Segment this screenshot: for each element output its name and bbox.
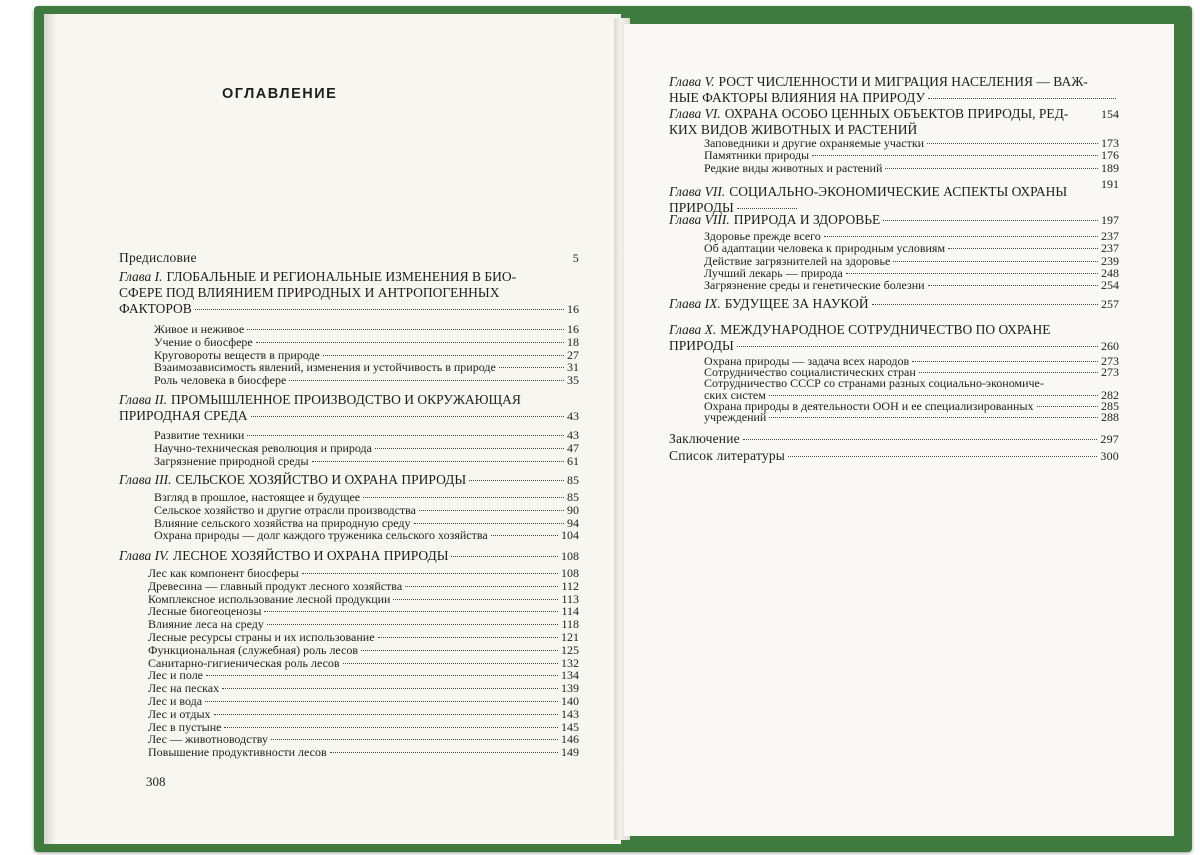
toc-label: Круговороты веществ в природе xyxy=(154,347,320,362)
chapter-prefix: Глава VI. xyxy=(669,106,721,121)
toc-label: Санитарно-гигиеническая роль лесов xyxy=(148,655,340,670)
dot-leader xyxy=(289,380,564,381)
chapter-title-line: ПРИРОДЫ xyxy=(669,200,734,215)
toc-page: 140 xyxy=(561,694,579,708)
toc-label: Лес в пустыне xyxy=(148,719,222,734)
chapter-prefix: Глава I. xyxy=(119,269,163,284)
toc-page: 154 xyxy=(1101,107,1119,121)
chapter-prefix: Глава X. xyxy=(669,322,717,337)
toc-page: 273 xyxy=(1101,365,1119,380)
toc-label: Список литературы xyxy=(669,448,786,463)
chapter-title-line: КИХ ВИДОВ ЖИВОТНЫХ И РАСТЕНИЙ xyxy=(669,122,918,137)
toc-label: Влияние сельского хозяйства на природную среду xyxy=(154,515,411,530)
toc-page: 285 xyxy=(1101,398,1119,413)
toc-page: 16 xyxy=(567,302,579,316)
toc-label: Об адаптации человека к природным условиям xyxy=(704,241,946,256)
toc-page: 248 xyxy=(1101,265,1119,280)
chapter-title-line: ПРИРОДА И ЗДОРОВЬЕ xyxy=(733,212,881,227)
toc-chapter-9[interactable] xyxy=(669,296,1119,312)
toc-page: 121 xyxy=(561,630,579,644)
toc-page: 118 xyxy=(561,617,579,632)
chapter-title-line: СФЕРЕ ПОД ВЛИЯНИЕМ ПРИРОДНЫХ И АНТРОПОГЕННЫХ xyxy=(119,285,500,300)
toc-page: 260 xyxy=(1101,339,1119,353)
toc-page: 114 xyxy=(561,604,579,619)
toc-page: 108 xyxy=(561,549,579,563)
chapter-title-line: РОСТ ЧИСЛЕННОСТИ И МИГРАЦИЯ НАСЕЛЕНИЯ — ВАЖ- xyxy=(718,74,1088,89)
toc-section[interactable] xyxy=(704,410,1119,425)
toc-page: 5 xyxy=(572,251,579,265)
dot-leader xyxy=(769,417,1098,418)
toc-page: 132 xyxy=(561,655,579,670)
toc-page: 113 xyxy=(561,591,579,606)
dot-leader xyxy=(264,611,558,612)
page-title: ОГЛАВЛЕНИЕ xyxy=(222,86,338,102)
toc-section[interactable] xyxy=(148,745,579,760)
toc-chapter-6[interactable] xyxy=(669,106,1119,138)
toc-page: 125 xyxy=(561,642,579,657)
chapter-title-line: СЕЛЬСКОЕ ХОЗЯЙСТВО И ОХРАНА ПРИРОДЫ xyxy=(175,472,467,487)
dot-leader xyxy=(222,688,558,689)
toc-label: Загрязнение среды и генетические болезни xyxy=(704,278,925,293)
dot-leader xyxy=(393,599,558,600)
chapter-title-line: ПРИРОДНАЯ СРЕДА xyxy=(119,408,248,423)
dot-leader xyxy=(214,714,558,715)
toc-label: Взгляд в прошлое, настоящее и будущее xyxy=(154,490,361,504)
toc-chapter-2[interactable] xyxy=(119,392,579,424)
toc-page: 143 xyxy=(561,706,579,721)
dot-leader xyxy=(343,663,558,664)
toc-chapter-1[interactable] xyxy=(119,269,579,317)
toc-page: 104 xyxy=(561,528,579,543)
chapter-title-line: ОХРАНА ОСОБО ЦЕННЫХ ОБЪЕКТОВ ПРИРОДЫ, РЕД- xyxy=(724,106,1069,121)
toc-page: 197 xyxy=(1101,213,1119,227)
toc-label: Влияние леса на среду xyxy=(148,617,264,632)
dot-leader xyxy=(375,448,564,449)
toc-label: Комплексное использование лесной продукции xyxy=(148,591,391,606)
dot-leader xyxy=(419,510,564,511)
chapter-title-line: МЕЖДУНАРОДНОЕ СОТРУДНИЧЕСТВО ПО ОХРАНЕ xyxy=(720,322,1051,337)
chapter-title-line: ПРОМЫШЛЕННОЕ ПРОИЗВОДСТВО И ОКРУЖАЮЩАЯ xyxy=(171,392,521,407)
toc-page: 297 xyxy=(1100,432,1119,446)
dot-leader xyxy=(267,624,559,625)
dot-leader xyxy=(330,752,558,753)
toc-label: Роль человека в биосфере xyxy=(154,373,287,388)
toc-page: 18 xyxy=(567,334,579,349)
dot-leader xyxy=(928,285,1098,286)
chapter-prefix: Глава III. xyxy=(119,472,172,487)
toc-label: Взаимозависимость явлений, изменения и устойчивость в природе xyxy=(154,360,496,375)
toc-label: Повышение продуктивности лесов xyxy=(148,745,327,760)
toc-page: 108 xyxy=(561,566,579,580)
dot-leader xyxy=(769,395,1098,396)
toc-label: Заповедники и другие охраняемые участки xyxy=(704,136,925,150)
toc-conclusion[interactable] xyxy=(669,431,1119,447)
toc-label: Лес на песках xyxy=(148,681,220,696)
dot-leader xyxy=(885,168,1098,169)
toc-label: Лесные ресурсы страны и их использование xyxy=(148,630,375,644)
dot-leader xyxy=(205,701,558,702)
chapter-prefix: Глава II. xyxy=(119,392,168,407)
chapter-prefix: Глава VIII. xyxy=(669,212,730,227)
dot-leader xyxy=(414,523,565,524)
toc-page: 94 xyxy=(567,515,579,530)
toc-page: 237 xyxy=(1101,241,1119,256)
dot-leader xyxy=(927,143,1098,144)
toc-section[interactable] xyxy=(154,454,579,469)
chapter-prefix: Глава IX. xyxy=(669,296,721,311)
toc-chapter-3[interactable] xyxy=(119,472,579,488)
chapter-title-line: НЫЕ ФАКТОРЫ ВЛИЯНИЯ НА ПРИРОДУ xyxy=(669,90,926,105)
toc-chapter-4[interactable] xyxy=(119,548,579,564)
toc-page: 47 xyxy=(567,440,579,455)
toc-page: 27 xyxy=(567,347,579,362)
dot-leader xyxy=(491,535,558,536)
chapter-title-line: ФАКТОРОВ xyxy=(119,301,192,316)
dot-leader xyxy=(893,261,1098,262)
toc-label: Здоровье прежде всего xyxy=(704,229,821,243)
dot-leader xyxy=(1037,406,1098,407)
toc-chapter-8[interactable] xyxy=(669,212,1119,228)
toc-page: 85 xyxy=(567,490,579,504)
toc-page: 257 xyxy=(1101,297,1119,311)
chapter-title-line: БУДУЩЕЕ ЗА НАУКОЙ xyxy=(724,296,869,311)
dot-leader xyxy=(312,461,564,462)
dot-leader xyxy=(846,273,1098,274)
toc-label: Заключение xyxy=(669,431,740,446)
chapter-title-line: ЛЕСНОЕ ХОЗЯЙСТВО И ОХРАНА ПРИРОДЫ xyxy=(173,548,449,563)
toc-label: Редкие виды животных и растений xyxy=(704,160,883,175)
dot-leader xyxy=(256,342,564,343)
chapter-prefix: Глава IV. xyxy=(119,548,170,563)
toc-label: Лесные биогеоценозы xyxy=(148,604,262,619)
chapter-title-line: ПРИРОДЫ xyxy=(669,338,734,353)
toc-label: Памятники природы xyxy=(704,148,810,163)
toc-page: 254 xyxy=(1101,278,1119,293)
toc-page: 134 xyxy=(561,668,579,683)
toc-page: 16 xyxy=(567,322,579,336)
left-page xyxy=(44,14,621,844)
toc-label: Лес — животноводству xyxy=(148,732,268,747)
toc-page: 173 xyxy=(1101,136,1119,150)
toc-page: 90 xyxy=(567,502,579,517)
toc-section[interactable] xyxy=(704,278,1119,293)
toc-page: 282 xyxy=(1101,387,1119,402)
dot-leader xyxy=(919,372,1098,373)
toc-preface[interactable] xyxy=(119,250,579,266)
page-shadow xyxy=(44,14,56,844)
dot-leader xyxy=(323,355,564,356)
toc-page: 191 xyxy=(1101,177,1119,191)
dot-leader xyxy=(824,236,1098,237)
dot-leader xyxy=(363,497,564,498)
toc-label: Развитие техники xyxy=(154,428,245,442)
chapter-prefix: Глава VII. xyxy=(669,184,726,199)
chapter-title-line: СОЦИАЛЬНО-ЭКОНОМИЧЕСКИЕ АСПЕКТЫ ОХРАНЫ xyxy=(729,184,1068,199)
dot-leader xyxy=(912,361,1098,362)
toc-chapter-5[interactable] xyxy=(669,74,1119,106)
dot-leader xyxy=(378,637,558,638)
toc-label: Охрана природы — долг каждого труженика сельского хозяйства xyxy=(154,528,488,543)
toc-page: 146 xyxy=(561,732,579,747)
chapter-title-line: ГЛОБАЛЬНЫЕ И РЕГИОНАЛЬНЫЕ ИЗМЕНЕНИЯ В БИО- xyxy=(166,269,517,284)
dot-leader xyxy=(271,739,558,740)
toc-page: 149 xyxy=(561,745,579,760)
toc-page: 43 xyxy=(567,428,579,442)
dot-leader xyxy=(812,155,1098,156)
toc-label: Лес как компонент биосферы xyxy=(148,566,299,580)
toc-page: 61 xyxy=(567,453,579,468)
toc-label: Научно-техническая революция и природа xyxy=(154,440,372,455)
dot-leader xyxy=(948,248,1098,249)
toc-page: 237 xyxy=(1101,229,1119,243)
dot-leader xyxy=(224,727,558,728)
chapter-prefix: Глава V. xyxy=(669,74,715,89)
toc-label: Загрязнение природной среды xyxy=(154,453,309,468)
toc-label: Предисловие xyxy=(119,250,197,265)
dot-leader xyxy=(247,329,564,330)
toc-page: 85 xyxy=(567,473,579,487)
toc-page: 31 xyxy=(567,360,579,375)
toc-bibliography[interactable] xyxy=(669,448,1119,464)
toc-label: учреждений xyxy=(704,410,767,424)
dot-leader xyxy=(206,675,558,676)
toc-label: Лес и отдых xyxy=(148,706,211,721)
toc-label: Сотрудничество СССР со странами разных социально-экономиче- xyxy=(704,376,1044,391)
toc-label: Сельское хозяйство и другие отрасли производства xyxy=(154,502,417,517)
toc-label: Сотрудничество социалистических стран xyxy=(704,365,916,380)
toc-section[interactable] xyxy=(154,528,579,543)
toc-page: 35 xyxy=(567,373,579,388)
toc-page: 273 xyxy=(1101,354,1119,368)
right-page xyxy=(624,24,1174,836)
toc-page: 139 xyxy=(561,681,579,696)
toc-section[interactable] xyxy=(154,373,579,388)
page-number: 308 xyxy=(146,774,166,789)
toc-label: Действие загрязнителей на здоровье xyxy=(704,253,891,268)
toc-label: ских систем xyxy=(704,387,766,402)
toc-section[interactable] xyxy=(704,161,1119,176)
toc-label: Охрана природы в деятельности ООН и ее специализированных xyxy=(704,398,1034,413)
toc-label: Лес и вода xyxy=(148,694,203,708)
toc-label: Живое и неживое xyxy=(154,322,245,336)
toc-page: 288 xyxy=(1101,410,1119,424)
toc-page: 189 xyxy=(1101,160,1119,175)
dot-leader xyxy=(302,573,558,574)
toc-page: 176 xyxy=(1101,148,1119,163)
dot-leader xyxy=(247,435,564,436)
toc-page: 239 xyxy=(1101,253,1119,268)
toc-page: 43 xyxy=(567,409,579,423)
toc-label: Функциональная (служебная) роль лесов xyxy=(148,642,359,657)
toc-chapter-10[interactable] xyxy=(669,322,1119,354)
dot-leader xyxy=(361,650,558,651)
toc-page: 300 xyxy=(1100,449,1119,463)
toc-label: Лес и поле xyxy=(148,668,204,683)
toc-page: 112 xyxy=(561,578,579,593)
toc-page: 145 xyxy=(561,719,579,734)
toc-label: Древесина — главный продукт лесного хозяйства xyxy=(148,578,403,593)
dot-leader xyxy=(499,367,564,368)
toc-label: Лучший лекарь — природа xyxy=(704,265,843,280)
dot-leader xyxy=(405,586,558,587)
toc-label: Охрана природы — задача всех народов xyxy=(704,354,910,368)
toc-label: Учение о биосфере xyxy=(154,334,253,349)
